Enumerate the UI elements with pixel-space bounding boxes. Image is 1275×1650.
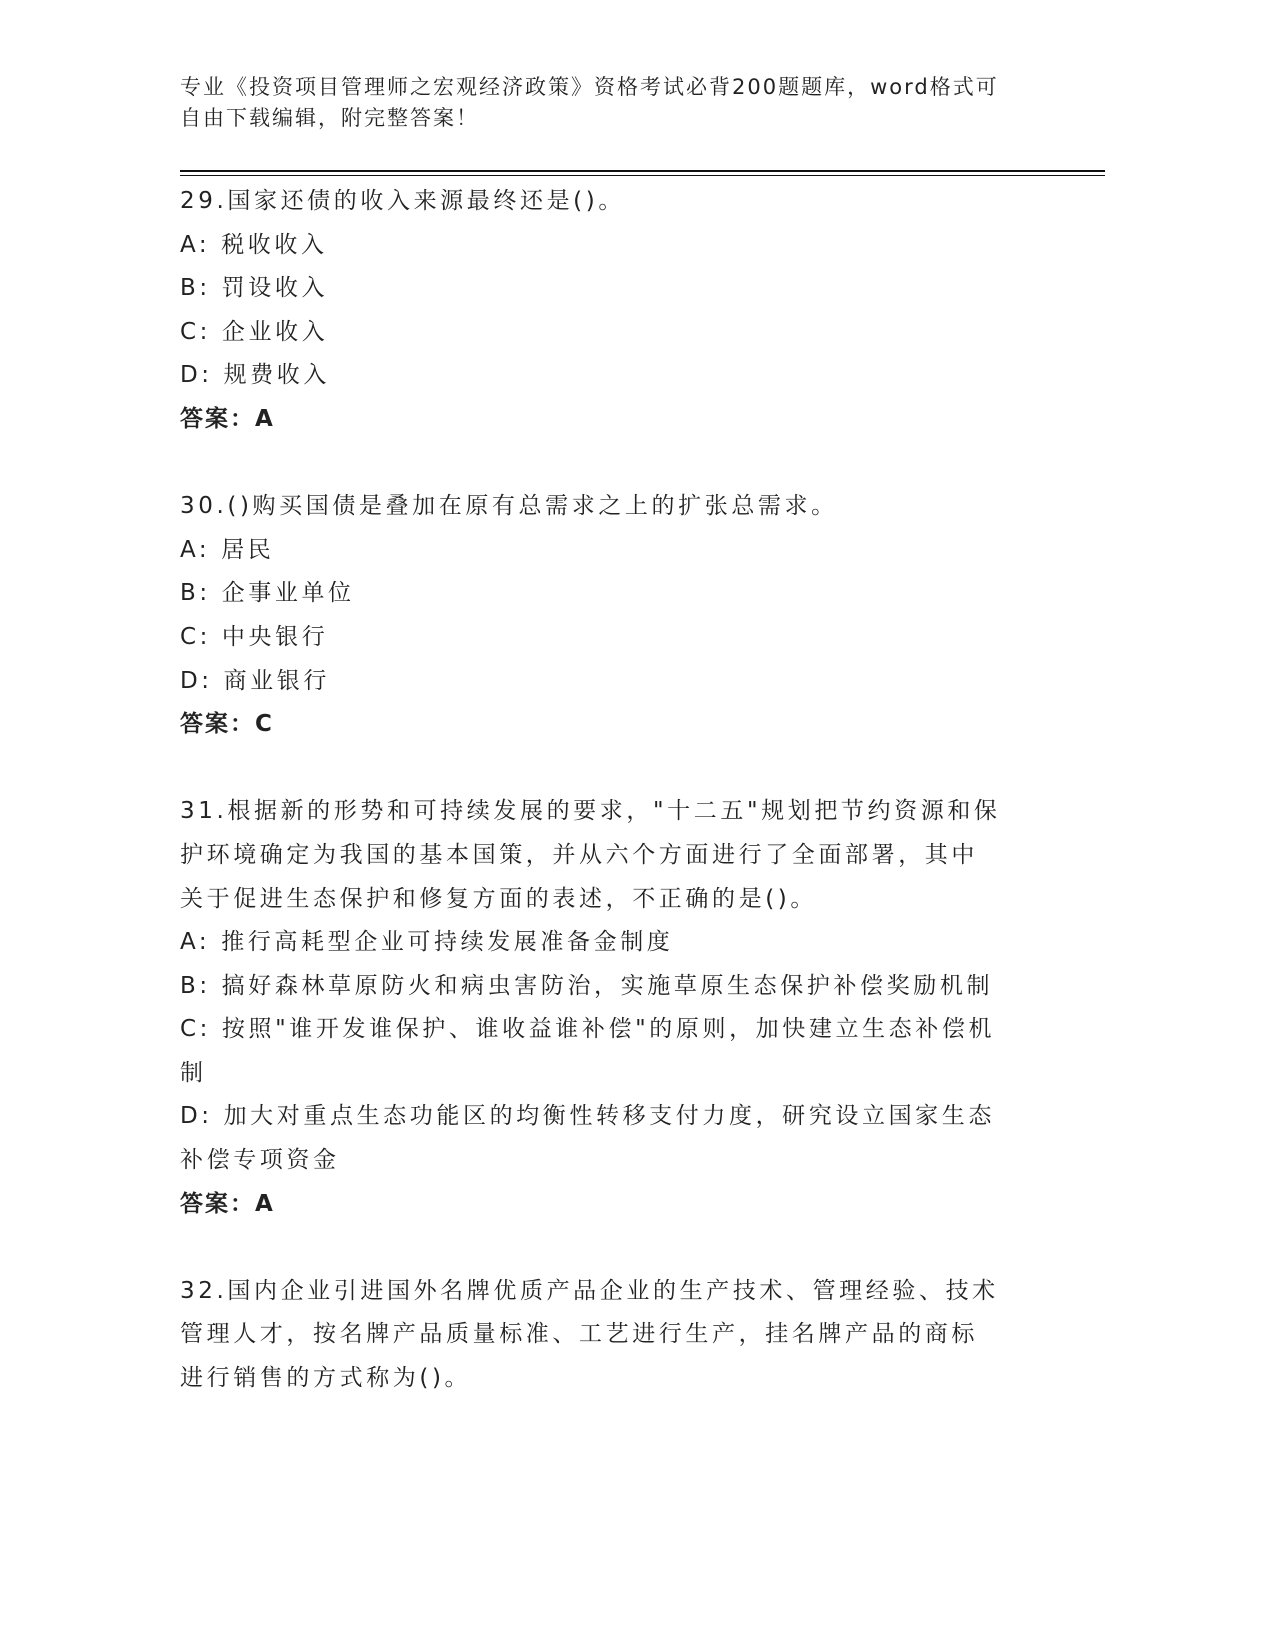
question-block [180, 1270, 1060, 1401]
header-line: 专业《投资项目管理师之宏观经济政策》资格考试必背200题题库，word格式可 [180, 75, 999, 99]
option-text: 补偿专项资金 [180, 1147, 340, 1174]
answer-text: 答案：C [180, 711, 274, 738]
header-divider-thick [180, 170, 1105, 172]
question-text: 32.国内企业引进国外名牌优质产品企业的生产技术、管理经验、技术 [180, 1277, 999, 1304]
option-text: A: 税收收入 [180, 231, 328, 258]
option-text: D: 加大对重点生态功能区的均衡性转移支付力度，研究设立国家生态 [180, 1103, 995, 1130]
option-text: A: 推行高耗型企业可持续发展准备金制度 [180, 929, 674, 956]
spacer [180, 442, 1060, 486]
header-line: 自由下载编辑，附完整答案！ [180, 106, 479, 130]
option-text: 制 [180, 1059, 207, 1086]
question-text: 管理人才，按名牌产品质量标准、工艺进行生产，挂名牌产品的商标 [180, 1321, 978, 1348]
option-text: D: 商业银行 [180, 667, 330, 694]
option-text: D: 规费收入 [180, 362, 330, 389]
option-text: C: 企业收入 [180, 318, 329, 345]
option-text: B: 企事业单位 [180, 580, 355, 607]
question-block [180, 790, 1060, 1270]
option-text: C: 中央银行 [180, 623, 329, 650]
option-text: B: 罚设收入 [180, 275, 329, 302]
question-text: 31.根据新的形势和可持续发展的要求，"十二五"规划把节约资源和保 [180, 798, 1001, 825]
question-block [180, 180, 1060, 485]
option-text: C: 按照"谁开发谁保护、谁收益谁补偿"的原则，加快建立生态补偿机 [180, 1016, 996, 1043]
question-text: 29.国家还债的收入来源最终还是()。 [180, 188, 625, 214]
header-divider-thin [180, 175, 1105, 176]
spacer [180, 1226, 1060, 1270]
answer-text: 答案：A [180, 405, 275, 432]
question-text: 进行销售的方式称为()。 [180, 1365, 472, 1392]
spacer [180, 747, 1060, 791]
question-block [180, 485, 1060, 790]
question-text: 护环境确定为我国的基本国策，并从六个方面进行了全面部署，其中 [180, 841, 978, 868]
answer-text: 答案：A [180, 1190, 275, 1217]
question-text: 关于促进生态保护和修复方面的表述，不正确的是()。 [180, 885, 817, 912]
option-text: A: 居民 [180, 536, 275, 563]
question-text: 30.()购买国债是叠加在原有总需求之上的扩张总需求。 [180, 493, 838, 520]
question-list [180, 180, 1060, 1401]
option-text: B: 搞好森林草原防火和病虫害防治，实施草原生态保护补偿奖励机制 [180, 972, 994, 999]
document-header [180, 72, 1080, 134]
